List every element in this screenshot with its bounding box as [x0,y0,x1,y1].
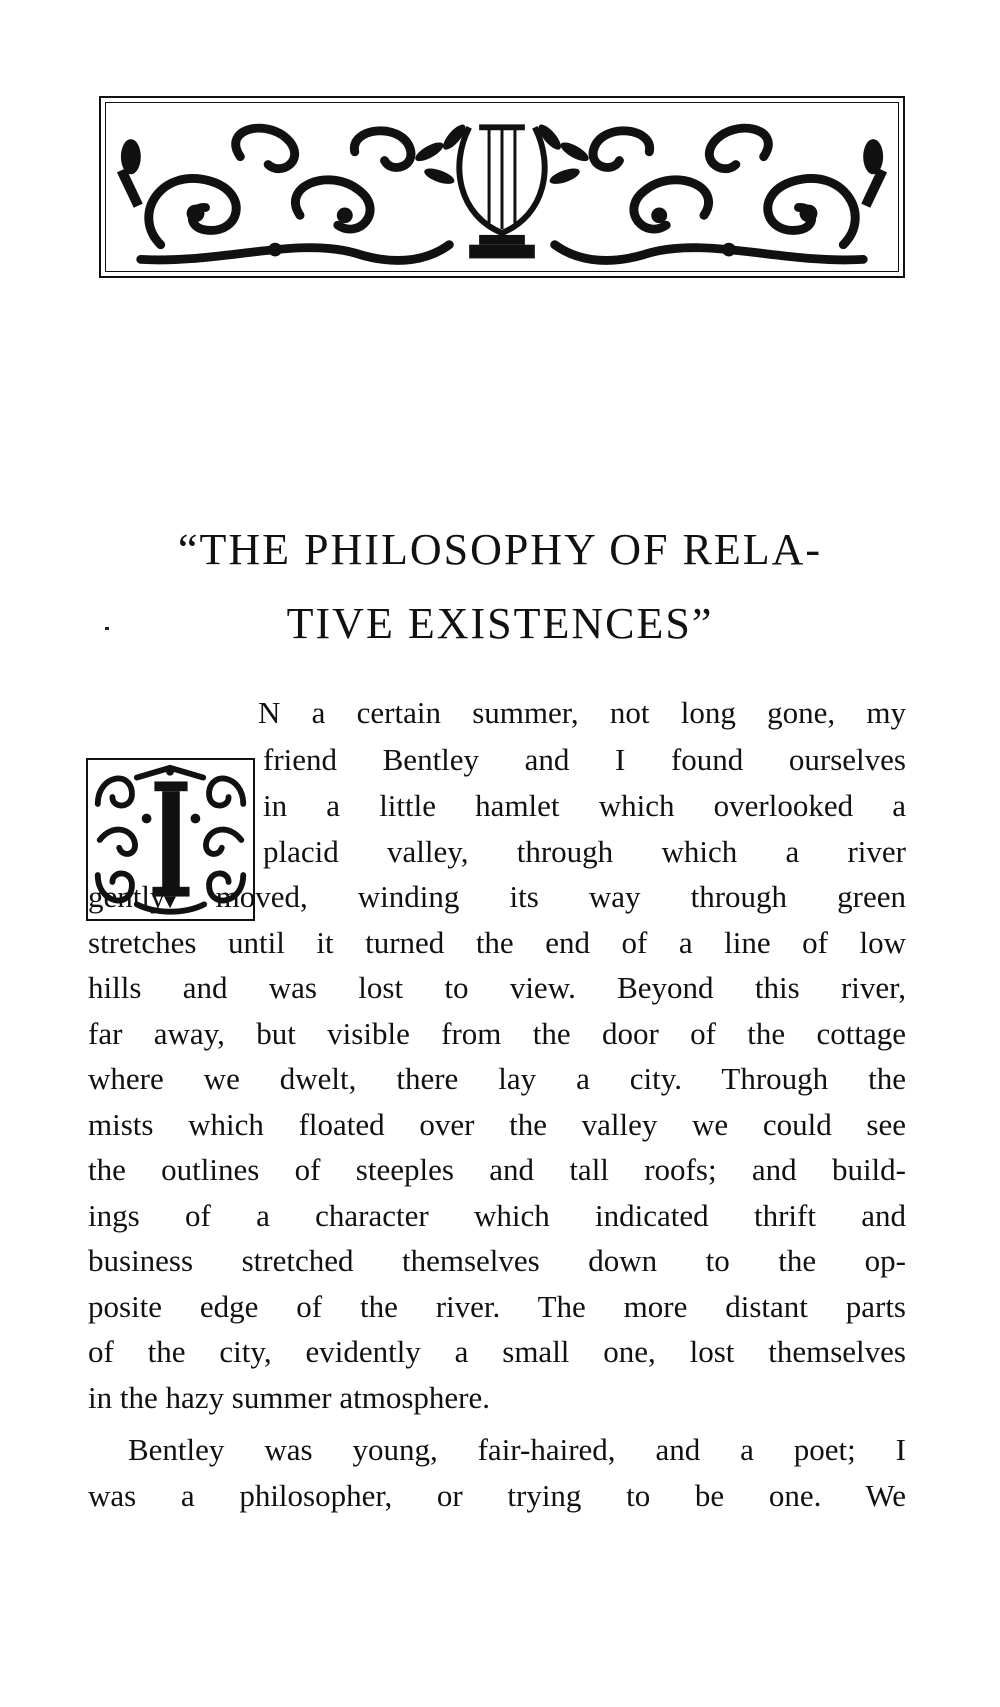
paragraph-1-line-16: in the hazy summer atmosphere. [88,1380,491,1415]
paragraph-1-line-7: hills and was lost to view. Beyond this river, [88,970,906,1005]
paragraph-1-line-11: the outlines of steeples and tall roofs; and build- [88,1152,906,1187]
paragraph-1-line-4: placid valley, through which a river [263,834,906,869]
paragraph-1-line-5: gently moved, winding its way through green [88,879,906,914]
paragraph-1-line-13: business stretched themselves down to the op- [88,1243,906,1278]
paragraph-1-line-10: mists which floated over the valley we could see [88,1107,906,1142]
chapter-title-line-2: TIVE EXISTENCES” [286,599,714,648]
paragraph-1-line-1: N a certain summer, not long gone, my [258,695,906,730]
paragraph-1-line-12: ings of a character which indicated thrift and [88,1198,906,1233]
paragraph-1-line-2: friend Bentley and I found ourselves [263,742,906,777]
paragraph-1-line-15: of the city, evidently a small one, lost themselves [88,1334,906,1369]
paragraph-1-line-9: where we dwelt, there lay a city. Through the [88,1061,906,1096]
paragraph-1-line-8: far away, but visible from the door of the cottage [88,1016,906,1051]
lyre-scroll-ornament-icon [101,98,903,276]
paragraph-1-line-6: stretches until it turned the end of a line of low [88,925,906,960]
paragraph-2-line-1: Bentley was young, fair-haired, and a poet; I [128,1432,906,1467]
chapter-title-line-1: “THE PHILOSOPHY OF RELA- [177,525,823,574]
paragraph-2-line-2: was a philosopher, or trying to be one. We [88,1478,906,1513]
paragraph-1-line-3: in a little hamlet which overlooked a [263,788,906,823]
paragraph-1-line-14: posite edge of the river. The more distant parts [88,1289,906,1324]
ornamental-headpiece [99,96,905,278]
